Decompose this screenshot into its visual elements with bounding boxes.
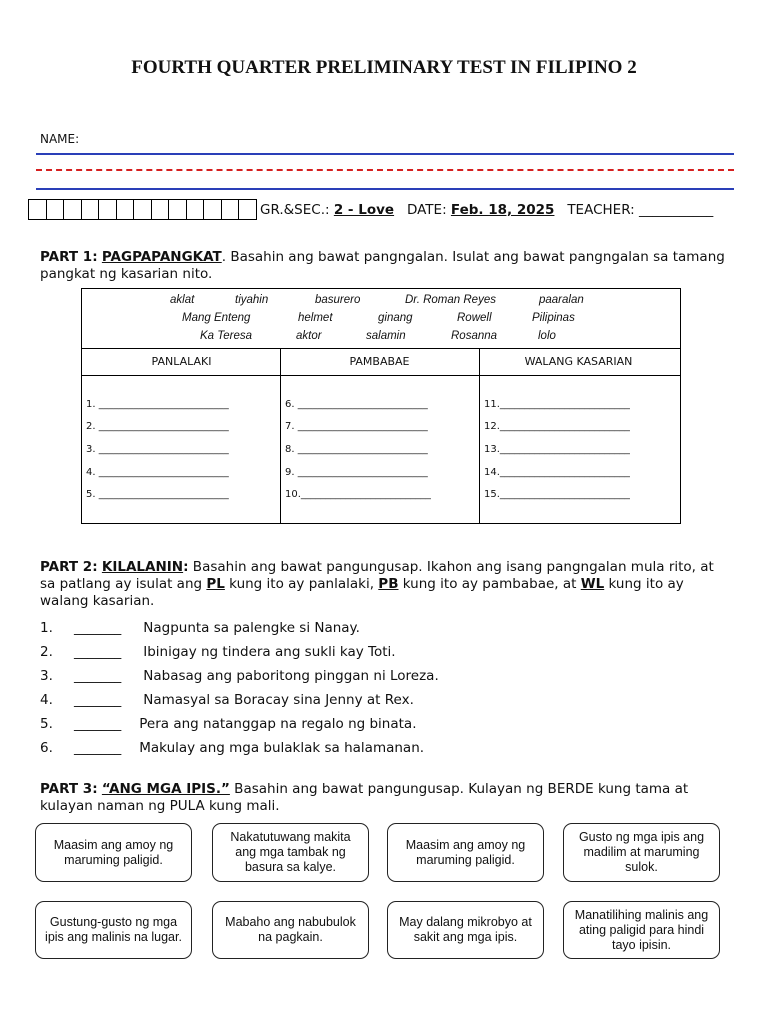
answer-blank[interactable]: _______ [74,668,122,684]
answer-line[interactable]: 4. __________________________ [86,467,229,478]
lrn-box[interactable] [186,199,205,220]
code-pl: PL [206,576,225,592]
answer-blank[interactable]: _______ [74,644,122,660]
answer-line[interactable]: 3. __________________________ [86,444,229,455]
name-label: NAME: [40,132,80,146]
table-divider [82,348,680,349]
lrn-box[interactable] [63,199,82,220]
answer-line[interactable]: 1. __________________________ [86,399,229,410]
answer-blank[interactable]: _______ [74,740,122,756]
lrn-box[interactable] [81,199,100,220]
statement-box[interactable]: Manatilihing malinis ang ating paligid para hindi tayo ipisin. [563,901,720,959]
answer-line[interactable]: 8. __________________________ [285,444,428,455]
date-label: DATE: [406,202,447,218]
answer-line[interactable]: 7. __________________________ [285,421,428,432]
table-divider [82,375,680,376]
part3-label: PART 3: [40,781,98,797]
teacher-blank[interactable]: ___________ [639,202,714,218]
word: aklat [170,294,195,306]
word: Rosanna [451,330,498,342]
grsec-label: GR.&SEC.: [260,202,330,218]
part1-instructions [40,249,730,283]
lrn-box[interactable] [221,199,240,220]
part2-heading: KILALANIN [101,559,184,575]
column-divider [479,349,480,523]
code-pb: PB [378,576,399,592]
part3-instructions: PART 3: “ANG MGA IPIS.” Basahin ang bawat pangungusap. Kulayan ng BERDE kung tama at kulayan naman ng PULA kung mali. [40,781,689,814]
statement-box[interactable]: Mabaho ang nabubulok na pagkain. [212,901,369,959]
statement-box[interactable]: Maasim ang amoy ng maruming paligid. [387,823,544,882]
word: ginang [378,312,413,324]
answer-line[interactable]: 11.__________________________ [484,399,630,410]
page-title: FOURTH QUARTER PRELIMINARY TEST IN FILIPINO 2 [131,57,637,78]
lrn-box[interactable] [133,199,152,220]
col-walang-kasarian: WALANG KASARIAN [524,355,633,368]
answer-line[interactable]: 5. __________________________ [86,489,229,500]
name-line-top [36,153,734,155]
lrn-box[interactable] [203,199,222,220]
answer-blank[interactable]: _______ [74,620,122,636]
code-wl: WL [580,576,605,592]
answer-line[interactable]: 12.__________________________ [484,421,630,432]
statement-box[interactable]: Gusto ng mga ipis ang madilim at maruming sulok. [563,823,720,882]
answer-line[interactable]: 9. __________________________ [285,467,428,478]
lrn-box[interactable] [116,199,135,220]
word: lolo [538,330,556,342]
col-panlalaki: PANLALAKI [151,355,212,368]
word: basurero [315,294,361,306]
word: aktor [296,330,322,342]
part2-label: PART 2: [40,559,98,575]
answer-line[interactable]: 13.__________________________ [484,444,630,455]
list-item: 1. _______ Nagpunta sa palengke si Nanay. [40,620,360,636]
grsec-value: 2 - Love [333,202,395,218]
list-item: 4. _______ Namasyal sa Boracay sina Jenny at Rex. [40,692,414,708]
answer-blank[interactable]: _______ [74,716,122,732]
word: Ka Teresa [200,330,252,342]
list-item: 2. _______ Ibinigay ng tindera ang sukli kay Toti. [40,644,396,660]
lrn-box-grid[interactable] [29,199,257,220]
word: Dr. Roman Reyes [405,294,496,306]
statement-box[interactable]: Nakatutuwang makita ang mga tambak ng basura sa kalye. [212,823,369,882]
word: tiyahin [235,294,269,306]
answer-line[interactable]: 15.__________________________ [484,489,630,500]
answer-line[interactable]: 6. __________________________ [285,399,428,410]
part2-instructions: PART 2: KILALANIN: Basahin ang bawat pangungusap. Ikahon ang isang pangngalan mula rito, at sa patlang ay isulat ang PL kung ito ay panlalaki, PB kung ito ay pambabae, at WL kung ito ay walang kasarian. [40,559,714,609]
list-item: 6. _______ Makulay ang mga bulaklak sa halamanan. [40,740,425,756]
teacher-label: TEACHER: [567,202,635,218]
lrn-box[interactable] [238,199,257,220]
word: paaralan [539,294,584,306]
header-info [260,202,713,218]
statement-box[interactable]: May dalang mikrobyo at sakit ang mga ipis. [387,901,544,959]
col-pambabae: PAMBABAE [349,355,410,368]
date-value: Feb. 18, 2025 [450,202,555,218]
part1-table [81,288,681,524]
word: helmet [298,312,333,324]
word: salamin [366,330,406,342]
answer-line[interactable]: 14.__________________________ [484,467,630,478]
name-line-dashed[interactable] [36,169,734,171]
part1-label: PART 1: [40,249,98,265]
part1-heading: PAGPAPANGKAT [101,249,222,265]
statement-box[interactable]: Maasim ang amoy ng maruming paligid. [35,823,192,882]
word: Pilipinas [532,312,575,324]
lrn-box[interactable] [28,199,47,220]
list-item: 3. _______ Nabasag ang paboritong pinggan ni Loreza. [40,668,439,684]
column-divider [280,349,281,523]
lrn-box[interactable] [151,199,170,220]
part3-heading: “ANG MGA IPIS.” [101,781,230,797]
name-line-bottom [36,188,734,190]
word: Rowell [457,312,492,324]
lrn-box[interactable] [168,199,187,220]
word: Mang Enteng [182,312,251,324]
part1-text: . Basahin ang bawat pangngalan. Isulat ang bawat pangngalan sa tamang pangkat ng kasarian nito. [40,249,725,282]
statement-box[interactable]: Gustung-gusto ng mga ipis ang malinis na lugar. [35,901,192,959]
answer-line[interactable]: 2. __________________________ [86,421,229,432]
lrn-box[interactable] [46,199,65,220]
list-item: 5. _______ Pera ang natanggap na regalo ng binata. [40,716,417,732]
answer-line[interactable]: 10.__________________________ [285,489,431,500]
lrn-box[interactable] [98,199,117,220]
answer-blank[interactable]: _______ [74,692,122,708]
